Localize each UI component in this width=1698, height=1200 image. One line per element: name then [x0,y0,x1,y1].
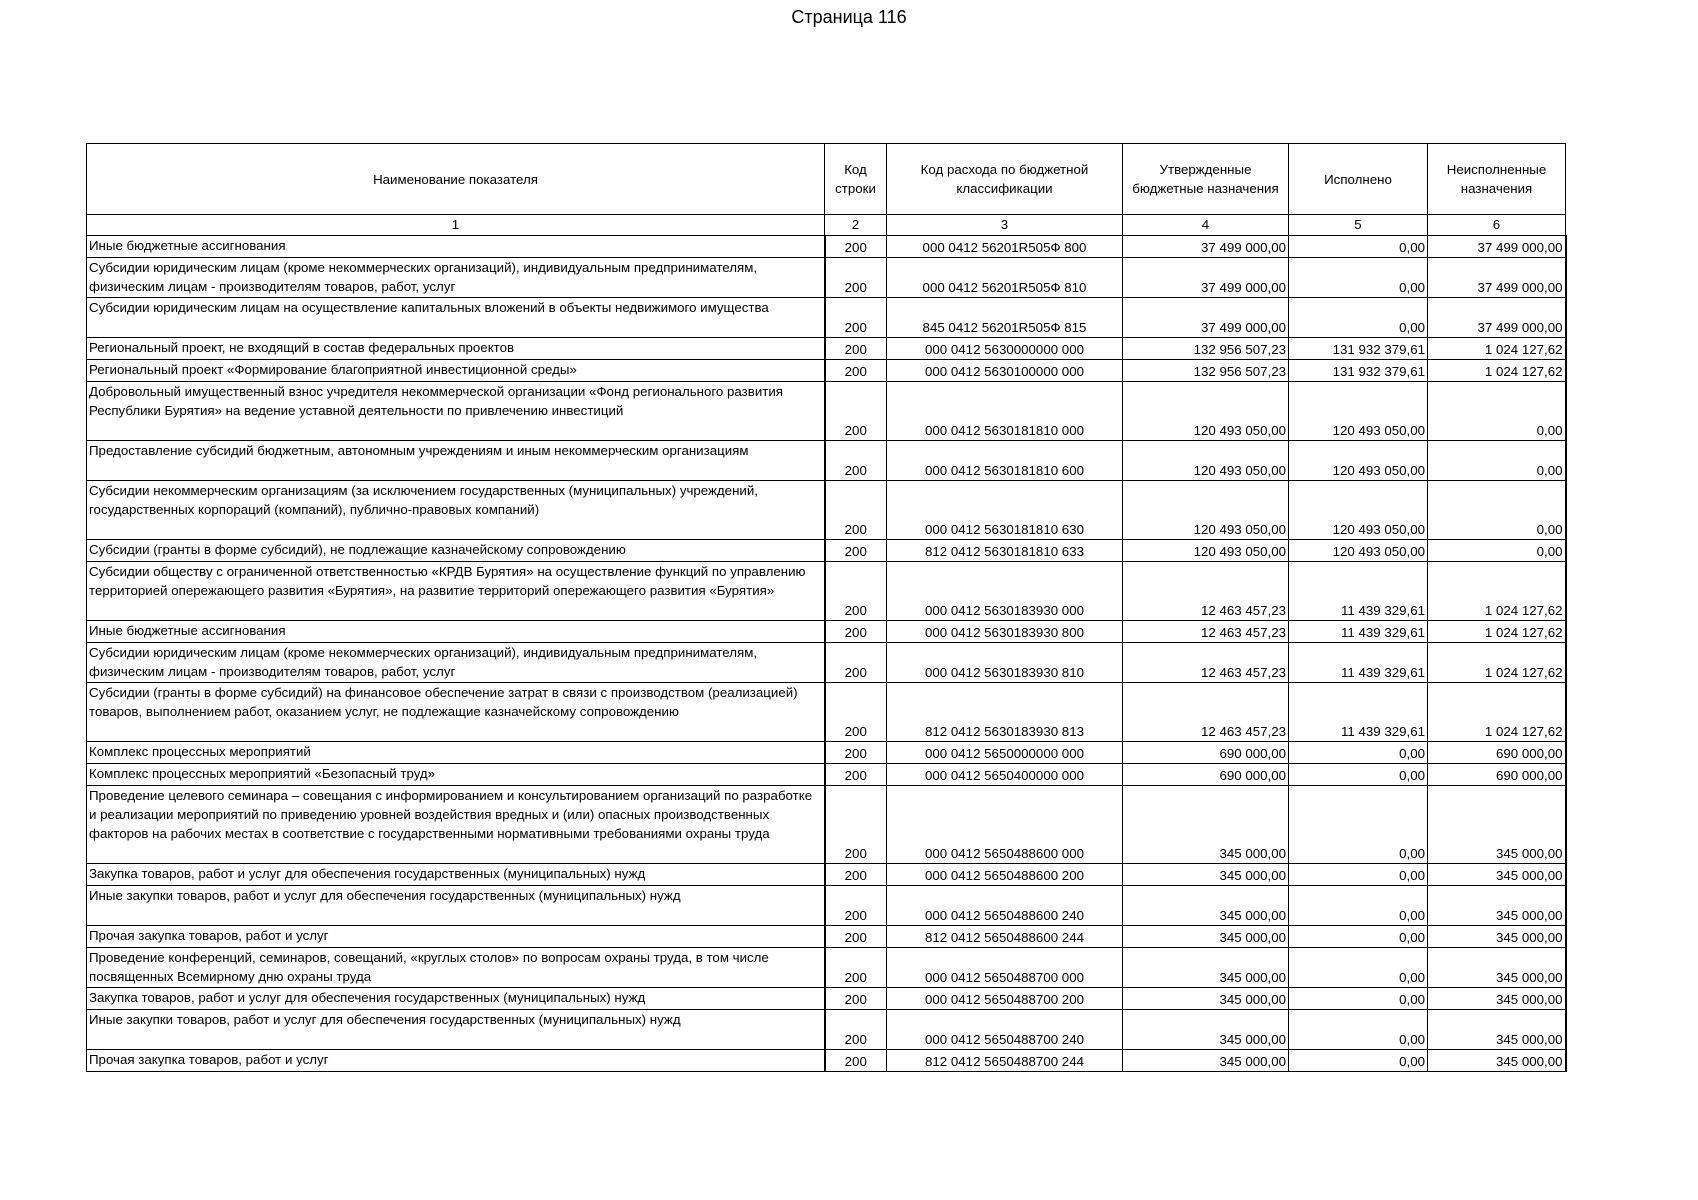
executed-amount-cell: 0,00 [1289,926,1428,948]
table-row [87,338,1566,360]
line-code-cell: 200 [825,786,887,864]
unexecuted-amount-cell: 37 499 000,00 [1428,298,1566,338]
approved-amount-cell: 37 499 000,00 [1123,298,1289,338]
line-code-cell: 200 [825,1010,887,1050]
executed-amount-cell: 0,00 [1289,258,1428,298]
approved-amount-cell: 345 000,00 [1123,1050,1289,1072]
line-code-cell: 200 [825,764,887,786]
budget-code-cell: 000 0412 5650488700 200 [887,988,1123,1010]
table-row [87,481,1566,540]
header-approved: Утвержденные бюджетные назначения [1123,144,1289,215]
table-row [87,621,1566,643]
budget-code-cell: 812 0412 5630181810 633 [887,540,1123,562]
unexecuted-amount-cell: 690 000,00 [1428,764,1566,786]
executed-amount-cell: 0,00 [1289,236,1428,258]
indicator-name-cell: Иные закупки товаров, работ и услуг для обеспечения государственных (муниципальных) нужд [87,1010,825,1050]
indicator-name-cell: Комплекс процессных мероприятий [87,742,825,764]
budget-code-cell: 000 0412 5650488600 200 [887,864,1123,886]
approved-amount-cell: 345 000,00 [1123,786,1289,864]
executed-amount-cell: 0,00 [1289,1010,1428,1050]
line-code-cell: 200 [825,298,887,338]
table-row [87,643,1566,683]
table-row [87,540,1566,562]
column-number: 5 [1289,215,1428,236]
indicator-name-cell: Проведение конференций, семинаров, совещаний, «круглых столов» по вопросам охраны труда, в том числе посвященных Всемирному дню охраны труда [87,948,825,988]
table-row [87,298,1566,338]
line-code-cell: 200 [825,948,887,988]
table-row [87,764,1566,786]
executed-amount-cell: 120 493 050,00 [1289,441,1428,481]
line-code-cell: 200 [825,562,887,621]
unexecuted-amount-cell: 345 000,00 [1428,948,1566,988]
line-code-cell: 200 [825,886,887,926]
budget-code-cell: 000 0412 5650488700 000 [887,948,1123,988]
executed-amount-cell: 11 439 329,61 [1289,562,1428,621]
approved-amount-cell: 120 493 050,00 [1123,382,1289,441]
executed-amount-cell: 11 439 329,61 [1289,621,1428,643]
table-row [87,360,1566,382]
approved-amount-cell: 690 000,00 [1123,742,1289,764]
indicator-name-cell: Проведение целевого семинара – совещания с информированием и консультированием организаций по разработке и реализации мероприятий по приведению уровней воздействия вредных и (или) опасных производственных факторов на рабочих местах в соответствие с государственными нормативными требованиями охраны труда [87,786,825,864]
line-code-cell: 200 [825,864,887,886]
unexecuted-amount-cell: 1 024 127,62 [1428,643,1566,683]
column-numbers-row [87,215,1566,236]
executed-amount-cell: 131 932 379,61 [1289,360,1428,382]
executed-amount-cell: 120 493 050,00 [1289,540,1428,562]
budget-code-cell: 000 0412 5650400000 000 [887,764,1123,786]
executed-amount-cell: 0,00 [1289,786,1428,864]
table-header-row [87,144,1566,215]
indicator-name-cell: Иные бюджетные ассигнования [87,621,825,643]
executed-amount-cell: 120 493 050,00 [1289,382,1428,441]
line-code-cell: 200 [825,481,887,540]
approved-amount-cell: 12 463 457,23 [1123,683,1289,742]
line-code-cell: 200 [825,643,887,683]
executed-amount-cell: 0,00 [1289,864,1428,886]
table-row [87,683,1566,742]
budget-code-cell: 000 0412 56201R505Ф 810 [887,258,1123,298]
approved-amount-cell: 345 000,00 [1123,886,1289,926]
header-budget-code: Код расхода по бюджетной классификации [887,144,1123,215]
line-code-cell: 200 [825,988,887,1010]
unexecuted-amount-cell: 345 000,00 [1428,864,1566,886]
table-row [87,864,1566,886]
budget-code-cell: 000 0412 5650000000 000 [887,742,1123,764]
line-code-cell: 200 [825,441,887,481]
unexecuted-amount-cell: 0,00 [1428,540,1566,562]
executed-amount-cell: 11 439 329,61 [1289,643,1428,683]
indicator-name-cell: Закупка товаров, работ и услуг для обеспечения государственных (муниципальных) нужд [87,864,825,886]
table-row [87,886,1566,926]
unexecuted-amount-cell: 1 024 127,62 [1428,562,1566,621]
unexecuted-amount-cell: 345 000,00 [1428,786,1566,864]
line-code-cell: 200 [825,926,887,948]
line-code-cell: 200 [825,540,887,562]
indicator-name-cell: Субсидии некоммерческим организациям (за исключением государственных (муниципальных) учреждений, государственных корпораций (компаний), публично-правовых компаний) [87,481,825,540]
approved-amount-cell: 12 463 457,23 [1123,562,1289,621]
budget-code-cell: 000 0412 5650488600 000 [887,786,1123,864]
table-row [87,988,1566,1010]
executed-amount-cell: 11 439 329,61 [1289,683,1428,742]
line-code-cell: 200 [825,236,887,258]
page-title: Страница 116 [791,7,907,27]
approved-amount-cell: 345 000,00 [1123,988,1289,1010]
executed-amount-cell: 131 932 379,61 [1289,338,1428,360]
table-row [87,926,1566,948]
table-row [87,236,1566,258]
budget-code-cell: 000 0412 5650488600 240 [887,886,1123,926]
approved-amount-cell: 345 000,00 [1123,864,1289,886]
line-code-cell: 200 [825,258,887,298]
budget-report-table [86,143,1567,1072]
approved-amount-cell: 132 956 507,23 [1123,360,1289,382]
executed-amount-cell: 120 493 050,00 [1289,481,1428,540]
budget-code-cell: 812 0412 5650488600 244 [887,926,1123,948]
budget-code-cell: 000 0412 5630181810 000 [887,382,1123,441]
unexecuted-amount-cell: 345 000,00 [1428,926,1566,948]
executed-amount-cell: 0,00 [1289,764,1428,786]
budget-code-cell: 000 0412 5630100000 000 [887,360,1123,382]
column-number: 1 [87,215,825,236]
unexecuted-amount-cell: 345 000,00 [1428,988,1566,1010]
unexecuted-amount-cell: 345 000,00 [1428,1010,1566,1050]
indicator-name-cell: Субсидии (гранты в форме субсидий) на финансовое обеспечение затрат в связи с производством (реализацией) товаров, выполнением работ, оказанием услуг, не подлежащие казначейскому сопровождению [87,683,825,742]
indicator-name-cell: Региональный проект, не входящий в состав федеральных проектов [87,338,825,360]
header-executed: Исполнено [1289,144,1428,215]
executed-amount-cell: 0,00 [1289,298,1428,338]
executed-amount-cell: 0,00 [1289,948,1428,988]
budget-code-cell: 812 0412 5630183930 813 [887,683,1123,742]
approved-amount-cell: 120 493 050,00 [1123,481,1289,540]
indicator-name-cell: Добровольный имущественный взнос учредителя некоммерческой организации «Фонд регионального развития Республики Бурятия» на ведение уставной деятельности по привлечению инвестиций [87,382,825,441]
budget-code-cell: 845 0412 56201R505Ф 815 [887,298,1123,338]
approved-amount-cell: 132 956 507,23 [1123,338,1289,360]
unexecuted-amount-cell: 0,00 [1428,481,1566,540]
executed-amount-cell: 0,00 [1289,988,1428,1010]
budget-code-cell: 000 0412 56201R505Ф 800 [887,236,1123,258]
line-code-cell: 200 [825,742,887,764]
approved-amount-cell: 345 000,00 [1123,1010,1289,1050]
unexecuted-amount-cell: 37 499 000,00 [1428,258,1566,298]
executed-amount-cell: 0,00 [1289,886,1428,926]
header-line-code: Код строки [825,144,887,215]
executed-amount-cell: 0,00 [1289,1050,1428,1072]
indicator-name-cell: Субсидии юридическим лицам на осуществление капитальных вложений в объекты недвижимого имущества [87,298,825,338]
table-row [87,382,1566,441]
unexecuted-amount-cell: 37 499 000,00 [1428,236,1566,258]
line-code-cell: 200 [825,360,887,382]
indicator-name-cell: Субсидии обществу с ограниченной ответственностью «КРДВ Бурятия» на осуществление функций по управлению территорией опережающего развития «Бурятия», на развитие территорий опережающего развития «Бурятия» [87,562,825,621]
line-code-cell: 200 [825,621,887,643]
unexecuted-amount-cell: 345 000,00 [1428,886,1566,926]
indicator-name-cell: Субсидии юридическим лицам (кроме некоммерческих организаций), индивидуальным предпринимателям, физическим лицам - производителям товаров, работ, услуг [87,643,825,683]
unexecuted-amount-cell: 1 024 127,62 [1428,360,1566,382]
indicator-name-cell: Иные бюджетные ассигнования [87,236,825,258]
line-code-cell: 200 [825,382,887,441]
indicator-name-cell: Субсидии юридическим лицам (кроме некоммерческих организаций), индивидуальным предпринимателям, физическим лицам - производителям товаров, работ, услуг [87,258,825,298]
approved-amount-cell: 345 000,00 [1123,926,1289,948]
table-row [87,562,1566,621]
table-row [87,786,1566,864]
indicator-name-cell: Региональный проект «Формирование благоприятной инвестиционной среды» [87,360,825,382]
line-code-cell: 200 [825,1050,887,1072]
unexecuted-amount-cell: 345 000,00 [1428,1050,1566,1072]
unexecuted-amount-cell: 690 000,00 [1428,742,1566,764]
table-row [87,742,1566,764]
column-number: 2 [825,215,887,236]
indicator-name-cell: Предоставление субсидий бюджетным, автономным учреждениям и иным некоммерческим организациям [87,441,825,481]
approved-amount-cell: 37 499 000,00 [1123,236,1289,258]
indicator-name-cell: Иные закупки товаров, работ и услуг для обеспечения государственных (муниципальных) нужд [87,886,825,926]
header-unexecuted: Неисполненные назначения [1428,144,1566,215]
budget-code-cell: 000 0412 5630000000 000 [887,338,1123,360]
approved-amount-cell: 12 463 457,23 [1123,643,1289,683]
column-number: 4 [1123,215,1289,236]
budget-code-cell: 000 0412 5630183930 000 [887,562,1123,621]
budget-code-cell: 000 0412 5630181810 600 [887,441,1123,481]
budget-code-cell: 000 0412 5630181810 630 [887,481,1123,540]
column-number: 3 [887,215,1123,236]
approved-amount-cell: 120 493 050,00 [1123,540,1289,562]
indicator-name-cell: Прочая закупка товаров, работ и услуг [87,926,825,948]
table-body [87,236,1566,1072]
approved-amount-cell: 345 000,00 [1123,948,1289,988]
budget-code-cell: 000 0412 5650488700 240 [887,1010,1123,1050]
table-row [87,258,1566,298]
executed-amount-cell: 0,00 [1289,742,1428,764]
indicator-name-cell: Субсидии (гранты в форме субсидий), не подлежащие казначейскому сопровождению [87,540,825,562]
indicator-name-cell: Закупка товаров, работ и услуг для обеспечения государственных (муниципальных) нужд [87,988,825,1010]
indicator-name-cell: Прочая закупка товаров, работ и услуг [87,1050,825,1072]
budget-code-cell: 812 0412 5650488700 244 [887,1050,1123,1072]
line-code-cell: 200 [825,338,887,360]
table-row [87,948,1566,988]
table-row [87,1050,1566,1072]
indicator-name-cell: Комплекс процессных мероприятий «Безопасный труд» [87,764,825,786]
approved-amount-cell: 690 000,00 [1123,764,1289,786]
unexecuted-amount-cell: 1 024 127,62 [1428,621,1566,643]
table-row [87,1010,1566,1050]
column-number: 6 [1428,215,1566,236]
unexecuted-amount-cell: 0,00 [1428,382,1566,441]
budget-code-cell: 000 0412 5630183930 800 [887,621,1123,643]
table-row [87,441,1566,481]
approved-amount-cell: 120 493 050,00 [1123,441,1289,481]
unexecuted-amount-cell: 1 024 127,62 [1428,338,1566,360]
approved-amount-cell: 37 499 000,00 [1123,258,1289,298]
header-indicator-name: Наименование показателя [87,144,825,215]
line-code-cell: 200 [825,683,887,742]
approved-amount-cell: 12 463 457,23 [1123,621,1289,643]
budget-code-cell: 000 0412 5630183930 810 [887,643,1123,683]
unexecuted-amount-cell: 1 024 127,62 [1428,683,1566,742]
unexecuted-amount-cell: 0,00 [1428,441,1566,481]
